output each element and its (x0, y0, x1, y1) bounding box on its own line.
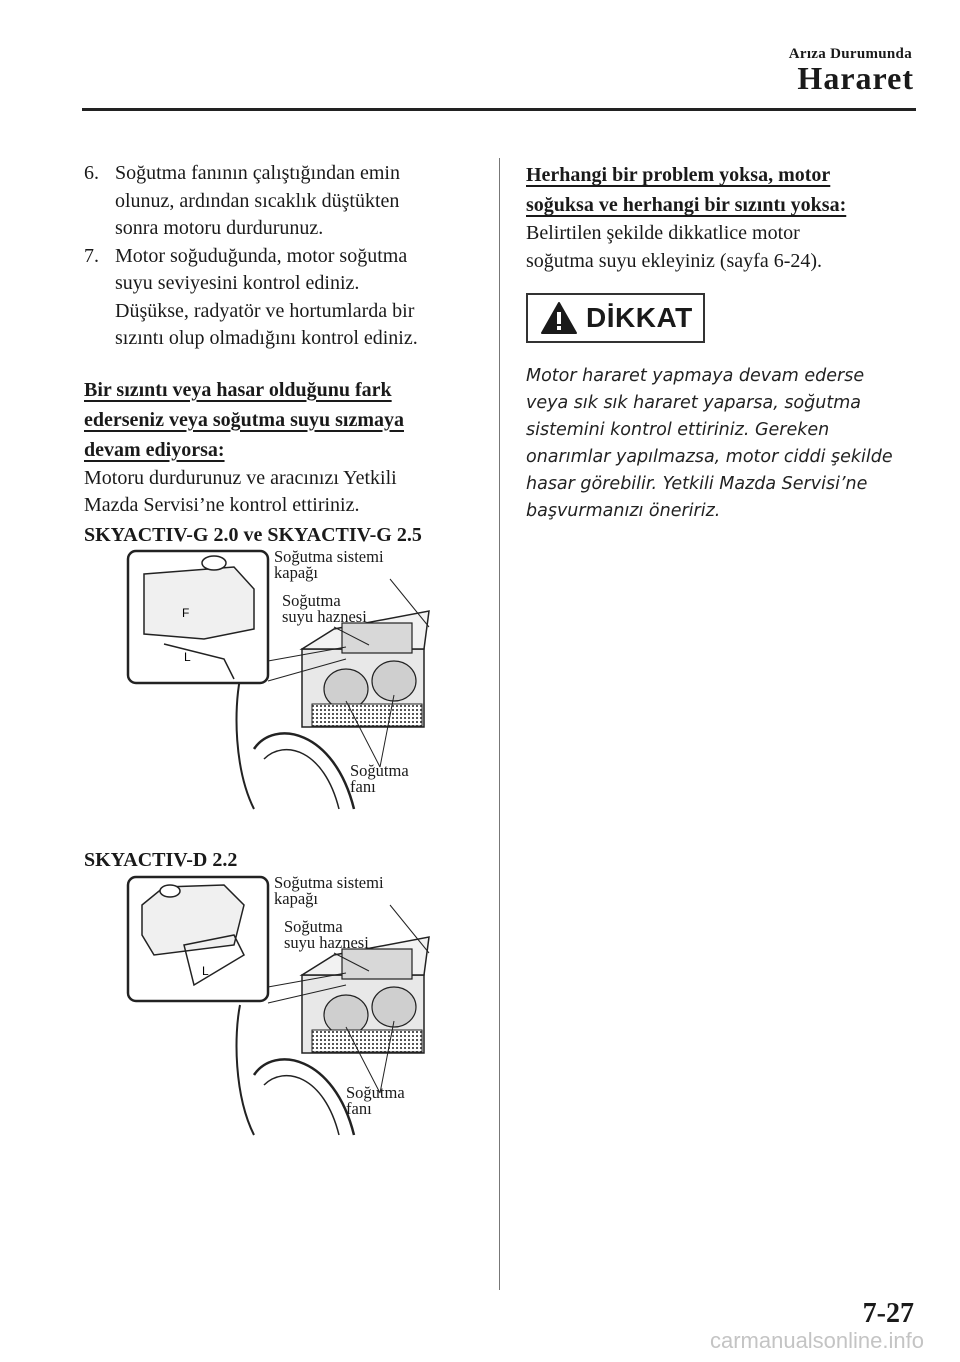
subheading-line: Herhangi bir problem yoksa, motor (526, 164, 831, 186)
body-line: Belirtilen şekilde dikkatlice motor (526, 222, 800, 244)
tank-label (284, 916, 369, 952)
callout-line: kapağı (274, 563, 318, 582)
engine-illustration-g (84, 549, 484, 839)
callout-line: Soğutma sistemi (274, 872, 384, 892)
no-problem-subheading (526, 160, 916, 220)
page-title: Hararet (797, 60, 914, 96)
step-line: sonra motoru durdurunuz. (115, 217, 324, 239)
svg-text:L: L (184, 650, 191, 664)
caution-line: başvurmanızı öneririz. (526, 501, 721, 521)
caution-line: sistemini kontrol ettiriniz. Gereken (526, 420, 830, 440)
step-line: suyu seviyesini kontrol ediniz. (115, 272, 360, 294)
step-number: 7. (84, 244, 99, 267)
caution-line: Motor hararet yapmaya devam ederse (526, 366, 865, 386)
warning-triangle-icon (540, 301, 578, 335)
step-number: 6. (84, 162, 99, 184)
page-number: 7-27 (862, 1298, 914, 1329)
fan-label (350, 763, 409, 795)
watermark: carmanualsonline.info (709, 1328, 924, 1353)
callout-line: suyu haznesi (284, 932, 369, 952)
callout-line: Soğutma (350, 761, 409, 780)
caution-box (526, 293, 705, 343)
step-line: Soğutma fanının çalıştığından emin (115, 162, 400, 184)
cap-label (274, 872, 384, 908)
tank-label (282, 593, 367, 625)
step-7 (84, 243, 484, 353)
caution-label: DİKKAT (586, 302, 693, 334)
figure1-title: SKYACTIV-G 2.0 ve SKYACTIV-G 2.5 (84, 523, 422, 546)
callout-line: Soğutma sistemi (274, 547, 384, 566)
caution-text (526, 363, 916, 525)
subheading-line: devam ediyorsa: (84, 438, 225, 461)
callout-line: kapağı (274, 888, 318, 908)
leak-subheading (84, 375, 484, 465)
caution-line: hasar görebilir. Yetkili Mazda Servisi’ne (526, 474, 868, 494)
fan-label (346, 1082, 405, 1118)
callout-line: Soğutma (284, 916, 343, 936)
subheading-line: ederseniz veya soğutma suyu sızmaya (84, 408, 404, 431)
svg-text:L: L (202, 963, 209, 978)
subheading-line: Bir sızıntı veya hasar olduğunu fark (84, 378, 392, 401)
cap-label (274, 549, 384, 581)
step-line: Motor soğuduğunda, motor soğutma (115, 244, 408, 267)
right-column (526, 160, 916, 525)
step-line: olunuz, ardından sıcaklık düştükten (115, 189, 400, 212)
callout-line: suyu haznesi (282, 607, 367, 626)
caution-line: veya sık sık hararet yaparsa, soğutma (526, 393, 861, 413)
svg-text:F: F (182, 606, 190, 620)
callout-line: Soğutma (346, 1082, 405, 1102)
caution-line: onarımlar yapılmazsa, motor ciddi şekilde (526, 447, 893, 467)
column-divider (499, 158, 500, 1290)
figure2-title: SKYACTIV-D 2.2 (84, 849, 238, 871)
callout-line: Soğutma (282, 591, 341, 610)
header-rule (82, 108, 916, 111)
step-line: sızıntı olup olmadığını kontrol ediniz. (115, 327, 418, 349)
body-line: soğutma suyu ekleyiniz (sayfa 6-24). (526, 249, 823, 272)
step-6 (84, 160, 484, 243)
step-line: Düşükse, radyatör ve hortumlarda bir (115, 299, 415, 322)
body-line: Mazda Servisi’ne kontrol ettiriniz. (84, 494, 360, 516)
callout-line: fanı (350, 777, 376, 796)
left-column (84, 160, 484, 1160)
engine-illustration-d (84, 872, 484, 1160)
body-line: Motoru durdurunuz ve aracınızı Yetkili (84, 466, 397, 489)
header-section-label: Arıza Durumunda (788, 46, 912, 62)
callout-line: fanı (346, 1098, 372, 1118)
subheading-line: soğuksa ve herhangi bir sızıntı yoksa: (526, 194, 847, 216)
